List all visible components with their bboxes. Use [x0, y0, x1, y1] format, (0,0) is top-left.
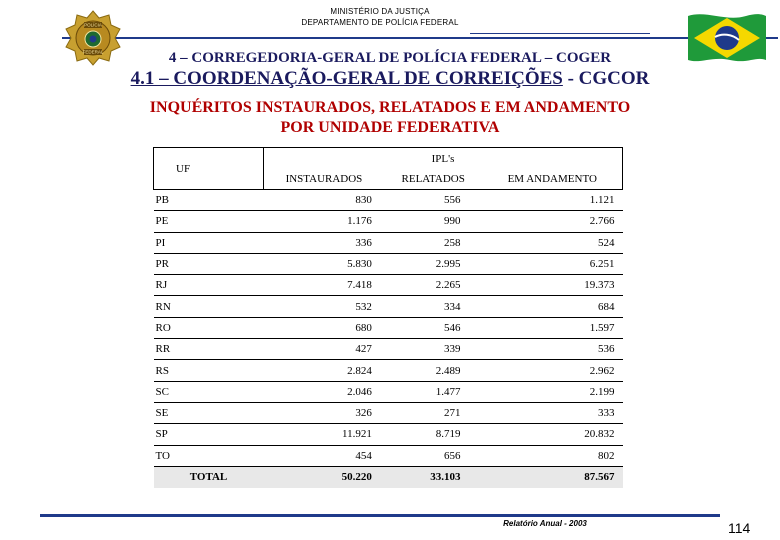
- andamento-cell: 87.567: [483, 466, 623, 487]
- andamento-cell: 2.766: [483, 211, 623, 232]
- uf-cell: PR: [154, 253, 264, 274]
- table-row: [154, 275, 623, 296]
- uf-cell: SP: [154, 424, 264, 445]
- andamento-cell: 333: [483, 402, 623, 423]
- relatados-header: RELATADOS: [384, 170, 483, 190]
- instaurados-cell: 2.046: [264, 381, 384, 402]
- andamento-cell: 802: [483, 445, 623, 466]
- table-row: [154, 190, 623, 211]
- andamento-cell: 2.962: [483, 360, 623, 381]
- relatados-cell: 656: [384, 445, 483, 466]
- relatados-cell: 546: [384, 317, 483, 338]
- relatados-cell: 8.719: [384, 424, 483, 445]
- andamento-cell: 524: [483, 232, 623, 253]
- andamento-header: EM ANDAMENTO: [483, 170, 623, 190]
- header-rule: [62, 37, 778, 39]
- page-number: 114: [728, 520, 751, 536]
- uf-cell: PI: [154, 232, 264, 253]
- uf-cell: TOTAL: [154, 466, 264, 487]
- uf-cell: RJ: [154, 275, 264, 296]
- table-row: [154, 296, 623, 317]
- uf-table: [153, 147, 623, 488]
- uf-cell: PE: [154, 211, 264, 232]
- relatados-cell: 33.103: [384, 466, 483, 487]
- relatados-cell: 2.265: [384, 275, 483, 296]
- andamento-cell: 1.597: [483, 317, 623, 338]
- relatados-cell: 990: [384, 211, 483, 232]
- uf-cell: RS: [154, 360, 264, 381]
- instaurados-cell: 7.418: [264, 275, 384, 296]
- instaurados-cell: 454: [264, 445, 384, 466]
- uf-cell: PB: [154, 190, 264, 211]
- uf-cell: SE: [154, 402, 264, 423]
- instaurados-cell: 5.830: [264, 253, 384, 274]
- relatados-cell: 1.477: [384, 381, 483, 402]
- table-row: [154, 445, 623, 466]
- andamento-cell: 1.121: [483, 190, 623, 211]
- instaurados-cell: 1.176: [264, 211, 384, 232]
- uf-column-header: UF: [154, 148, 264, 190]
- department-name: DEPARTAMENTO DE POLÍCIA FEDERAL: [301, 18, 459, 27]
- andamento-cell: 684: [483, 296, 623, 317]
- table-row: [154, 253, 623, 274]
- andamento-cell: 19.373: [483, 275, 623, 296]
- table-title: [0, 98, 780, 138]
- table-row: [154, 339, 623, 360]
- instaurados-cell: 11.921: [264, 424, 384, 445]
- instaurados-cell: 830: [264, 190, 384, 211]
- table-title-line2: POR UNIDADE FEDERATIVA: [280, 119, 500, 136]
- subsection-name: 4.1 – COORDENAÇÃO-GERAL DE CORREIÇÕES: [130, 68, 563, 89]
- table-row: [154, 232, 623, 253]
- table-title-line1: INQUÉRITOS INSTAURADOS, RELATADOS E EM ANDAMENTO: [149, 99, 631, 116]
- total-row: [154, 466, 623, 487]
- relatados-cell: 334: [384, 296, 483, 317]
- relatados-cell: 339: [384, 339, 483, 360]
- table-row: [154, 360, 623, 381]
- instaurados-cell: 336: [264, 232, 384, 253]
- relatados-cell: 271: [384, 402, 483, 423]
- instaurados-cell: 427: [264, 339, 384, 360]
- uf-cell: TO: [154, 445, 264, 466]
- ministry-name: MINISTÉRIO DA JUSTIÇA: [330, 7, 430, 16]
- andamento-cell: 20.832: [483, 424, 623, 445]
- relatados-cell: 2.489: [384, 360, 483, 381]
- section-heading: 4 – CORREGEDORIA-GERAL DE POLÍCIA FEDERAL – COGER: [168, 50, 612, 66]
- header-rule-short: [470, 33, 650, 34]
- badge-text-top: POLÍCIA: [84, 22, 102, 28]
- uf-cell: RO: [154, 317, 264, 338]
- instaurados-cell: 680: [264, 317, 384, 338]
- subsection-heading: [0, 68, 780, 90]
- instaurados-header: INSTAURADOS: [264, 170, 384, 190]
- relatados-cell: 2.995: [384, 253, 483, 274]
- relatados-cell: 556: [384, 190, 483, 211]
- andamento-cell: 536: [483, 339, 623, 360]
- andamento-cell: 2.199: [483, 381, 623, 402]
- badge-text-bottom: FEDERAL: [82, 49, 104, 55]
- instaurados-cell: 326: [264, 402, 384, 423]
- subsection-code: - CGCOR: [562, 68, 650, 89]
- footer-rule: [40, 514, 720, 517]
- uf-cell: SC: [154, 381, 264, 402]
- table-row: [154, 211, 623, 232]
- uf-cell: RR: [154, 339, 264, 360]
- relatados-cell: 258: [384, 232, 483, 253]
- table-row: [154, 424, 623, 445]
- table-row: [154, 402, 623, 423]
- table-row: [154, 381, 623, 402]
- andamento-cell: 6.251: [483, 253, 623, 274]
- uf-cell: RN: [154, 296, 264, 317]
- ipl-group-header: IPL's: [264, 148, 623, 170]
- instaurados-cell: 2.824: [264, 360, 384, 381]
- instaurados-cell: 532: [264, 296, 384, 317]
- table-row: [154, 317, 623, 338]
- report-name: Relatório Anual - 2003: [503, 519, 587, 528]
- instaurados-cell: 50.220: [264, 466, 384, 487]
